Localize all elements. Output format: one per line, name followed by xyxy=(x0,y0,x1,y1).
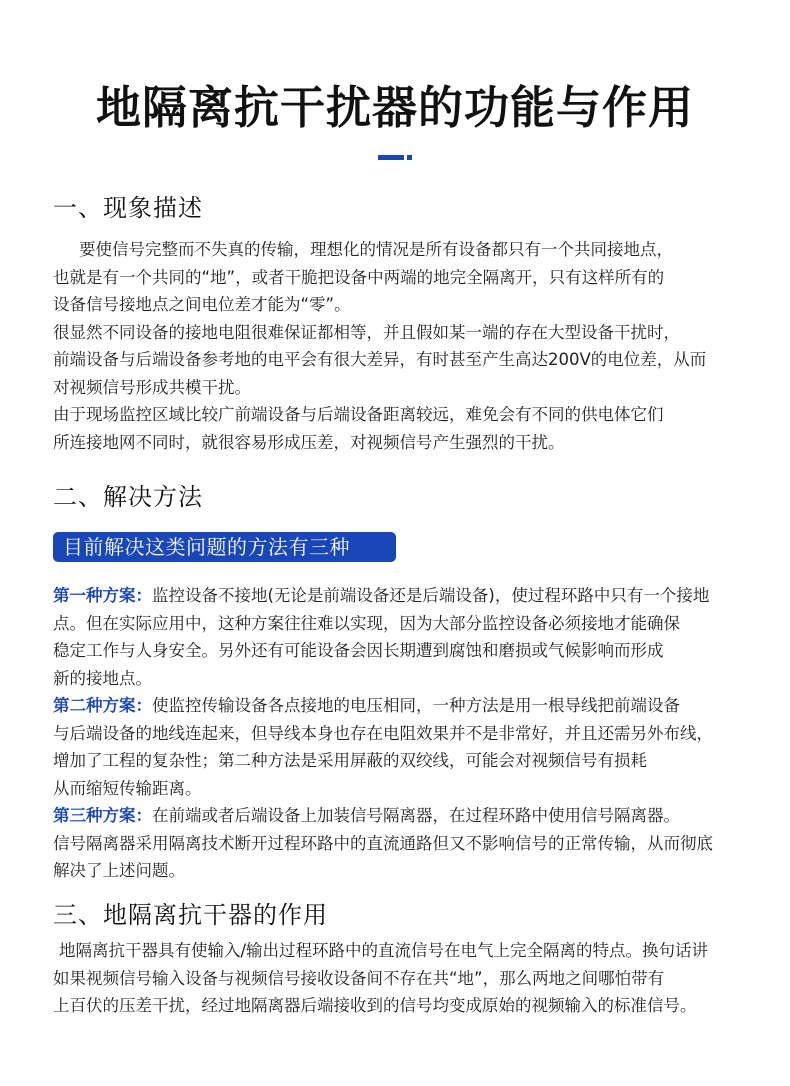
page-title: 地隔离抗干扰器的功能与作用 xyxy=(95,81,694,134)
paragraph-line: 解决了上述问题。 xyxy=(53,861,185,880)
plan-1-line xyxy=(53,582,780,610)
section-phenomenon-body xyxy=(53,236,780,456)
paragraph-line: 前端设备与后端设备参考地的电平会有很大差异，有时甚至产生高达200V的电位差，从而 xyxy=(53,350,707,369)
section-solutions-body xyxy=(53,582,780,885)
plan-3-label: 第三种方案： xyxy=(53,806,152,825)
paragraph-line: 所连接地网不同时，就很容易形成压差，对视频信号产生强烈的干扰。 xyxy=(53,432,565,452)
paragraph-line: 上百伏的压差干扰，经过地隔离器后端接收到的信号均变成原始的视频输入的标准信号。 xyxy=(53,996,697,1015)
paragraph-line: 新的接地点。 xyxy=(53,668,152,688)
plan-1-label: 第一种方案： xyxy=(53,586,152,605)
paragraph-line: 对视频信号形成共模干扰。 xyxy=(53,377,251,397)
paragraph-line: 与后端设备的地线连起来，但导线本身也存在电阻效果并不是非常好，并且还需另外布线， xyxy=(53,723,713,743)
paragraph-line: 地隔离抗干器具有使输入/输出过程环路中的直流信号在电气上完全隔离的特点。换句话讲 xyxy=(59,941,709,960)
paragraph-line: 从而缩短传输距离。 xyxy=(53,778,202,798)
paragraph-line: 信号隔离器采用隔离技术断开过程环路中的直流通路但又不影响信号的正常传输，从而彻底 xyxy=(53,833,713,853)
paragraph-line: 增加了工程的复杂性；第二种方法是采用屏蔽的双绞线，可能会对视频信号有损耗 xyxy=(53,751,647,770)
section-heading-function: 三、地隔离抗干器的作用 xyxy=(53,901,328,929)
title-divider xyxy=(378,155,412,160)
paragraph-line: 点。但在实际应用中，这种方案往往难以实现，因为大部分监控设备必须接地才能确保 xyxy=(53,613,680,633)
paragraph-line: 由于现场监控区域比较广前端设备与后端设备距离较远，难免会有不同的供电体它们 xyxy=(53,405,664,424)
paragraph-line: 也就是有一个共同的“地”，或者干脆把设备中两端的地完全隔离开，只有这样所有的 xyxy=(53,267,665,287)
paragraph-line: 稳定工作与人身安全。另外还有可能设备会因长期遭到腐蚀和磨损或气候影响而形成 xyxy=(53,641,664,660)
divider-bar xyxy=(378,155,404,160)
paragraph-line: 要使信号完整而不失真的传输，理想化的情况是所有设备都只有一个共同接地点， xyxy=(79,240,673,259)
divider-dot xyxy=(407,155,412,160)
section-heading-solutions: 二、解决方法 xyxy=(53,483,203,511)
section-function-body xyxy=(53,937,780,1020)
paragraph-line: 很显然不同设备的接地电阻很难保证都相等，并且假如某一端的存在大型设备干扰时， xyxy=(53,322,680,342)
plan-3-line xyxy=(53,802,780,830)
paragraph-line: 设备信号接地点之间电位差才能为“零”。 xyxy=(53,295,351,314)
plan-2-text: 使监控传输设备各点接地的电压相同，一种方法是用一根导线把前端设备 xyxy=(152,696,680,715)
paragraph-line: 如果视频信号输入设备与视频信号接收设备间不存在共“地”，那么两地之间哪怕带有 xyxy=(53,968,665,988)
plan-2-label: 第二种方案： xyxy=(53,696,152,715)
plan-3-text: 在前端或者后端设备上加装信号隔离器，在过程环路中使用信号隔离器。 xyxy=(152,806,680,825)
section-heading-phenomenon: 一、现象描述 xyxy=(53,194,203,222)
plan-2-line xyxy=(53,692,780,720)
plan-1-text: 监控设备不接地(无论是前端设备还是后端设备)，使过程环路中只有一个接地 xyxy=(152,586,710,605)
solutions-banner: 目前解决这类问题的方法有三种 xyxy=(53,532,396,562)
